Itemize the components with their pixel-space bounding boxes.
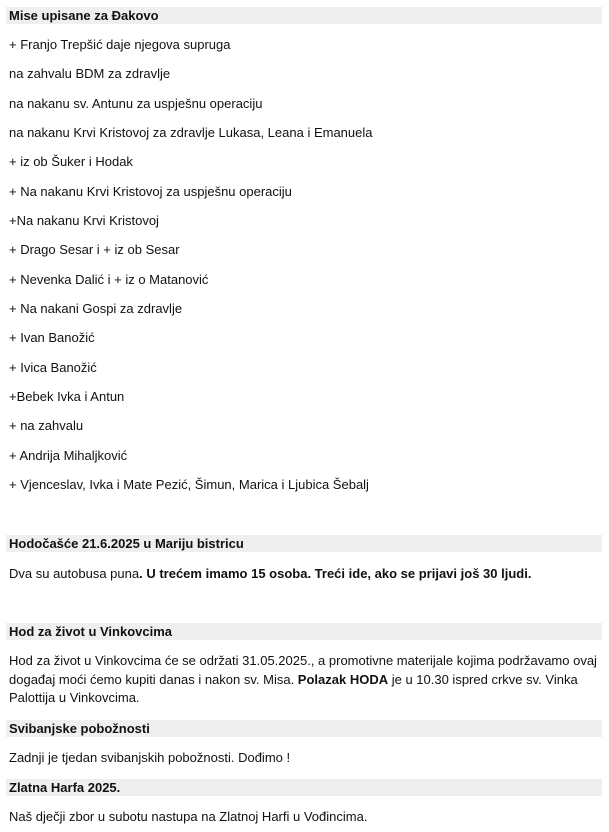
list-item: + Ivan Banožić (9, 330, 95, 345)
header-walk: Hod za život u Vinkovcima (6, 623, 602, 640)
list-item: +Na nakanu Krvi Kristovoj (9, 213, 159, 228)
list-item: na zahvalu BDM za zdravlje (9, 66, 171, 81)
walk-text-bold: Polazak HODA (297, 671, 389, 687)
list-item: + Franjo Trepšić daje njegova supruga (9, 37, 231, 52)
walk-text (9, 652, 603, 708)
list-item: + Drago Sesar i + iz ob Sesar (9, 242, 180, 257)
list-item: + Ivica Banožić (9, 360, 97, 375)
pilgrimage-text-bold: . U trećem imamo 15 osoba. Treći ide, ako se prijavi još 30 ljudi. (139, 566, 532, 581)
header-may-devotions: Svibanjske pobožnosti (6, 720, 602, 737)
header-pilgrimage: Hodočašće 21.6.2025 u Mariju bistricu (6, 535, 602, 552)
list-item: + Nevenka Dalić i + iz o Matanović (9, 272, 209, 287)
list-item: + Na nakani Gospi za zdravlje (9, 301, 183, 316)
list-item: + Na nakanu Krvi Kristovoj za uspješnu operaciju (9, 184, 292, 199)
list-item: na nakanu sv. Antunu za uspješnu operaciju (9, 96, 263, 111)
list-item: + Andrija Mihaljković (9, 448, 128, 463)
may-devotions-text: Zadnji je tjedan svibanjskih pobožnosti. Dođimo ! (9, 750, 291, 765)
header-djakovo: Mise upisane za Đakovo (6, 7, 602, 24)
walk-text-b: je u 10.30 ispred crkve sv. Vinka Palottija u Vinkovcima. (9, 671, 578, 705)
list-item: na nakanu Krvi Kristovoj za zdravlje Lukasa, Leana i Emanuela (9, 125, 373, 140)
list-item: + na zahvalu (9, 418, 84, 433)
golden-harp-text: Naš dječji zbor u subotu nastupa na Zlatnoj Harfi u Vođincima. (9, 809, 368, 824)
list-item: + Vjenceslav, Ivka i Mate Pezić, Šimun, Marica i Ljubica Šebalj (9, 477, 369, 492)
pilgrimage-text (9, 565, 531, 582)
pilgrimage-text-plain: Dva su autobusa puna (9, 566, 140, 581)
list-item: +Bebek Ivka i Antun (9, 389, 125, 404)
header-golden-harp: Zlatna Harfa 2025. (6, 779, 602, 796)
walk-text-a: Hod za život u Vinkovcima će se održati 31.05.2025., a promotivne materijale kojima podržavamo ovaj događaj moći ćemo kupiti danas i nakon sv. Misa. (9, 653, 597, 687)
list-item: + iz ob Šuker i Hodak (9, 154, 133, 169)
